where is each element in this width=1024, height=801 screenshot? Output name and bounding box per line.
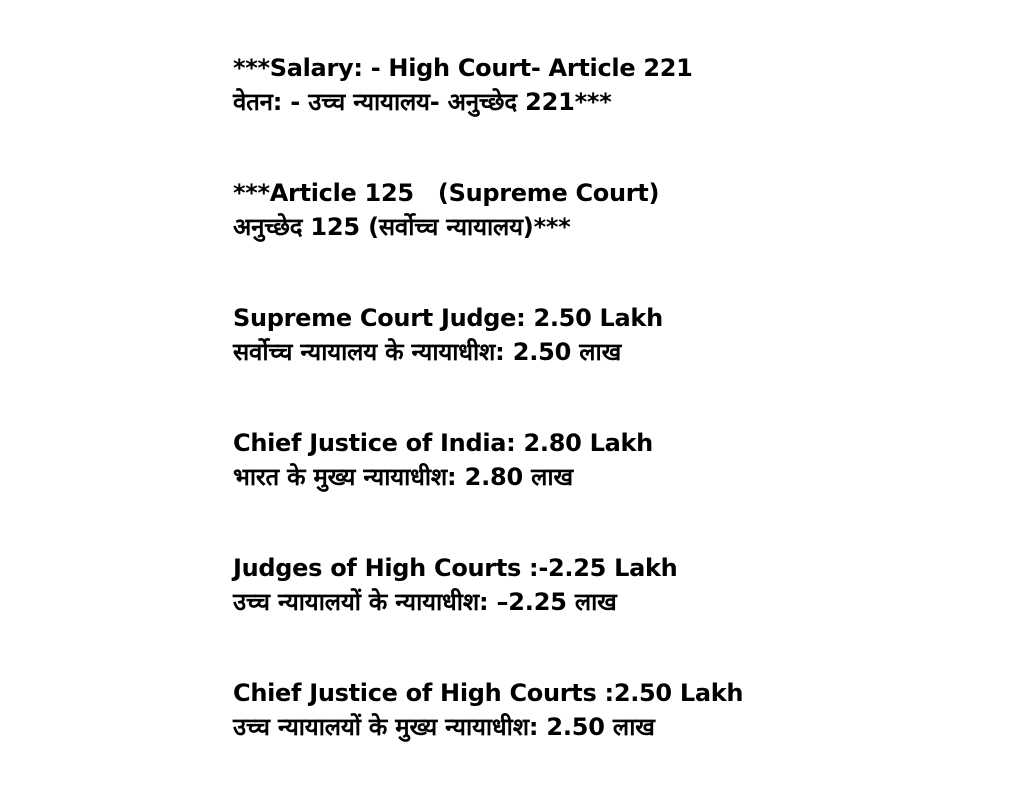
english-line: Judges of High Courts :-2.25 Lakh [233, 554, 678, 582]
high-court-judges-salary-block [233, 551, 993, 619]
english-line: Chief Justice of High Courts :2.50 Lakh [233, 679, 744, 707]
english-line: Chief Justice of India: 2.80 Lakh [233, 429, 653, 457]
hindi-heading: अनुच्छेद 125 (सर्वोच्च न्यायालय)*** [233, 213, 571, 241]
english-heading: ***Article 125 (Supreme Court) [233, 179, 660, 207]
salary-article-221-block [233, 51, 993, 119]
english-line: Supreme Court Judge: 2.50 Lakh [233, 304, 663, 332]
document-body [233, 51, 993, 801]
article-125-block [233, 176, 993, 244]
hindi-line: भारत के मुख्य न्यायाधीश: 2.80 लाख [233, 463, 573, 491]
chief-justice-of-india-salary-block [233, 426, 993, 494]
english-heading: ***Salary: - High Court- Article 221 [233, 54, 693, 82]
hindi-line: सर्वोच्च न्यायालय के न्यायाधीश: 2.50 लाख [233, 338, 622, 366]
hindi-line: उच्च न्यायालयों के न्यायाधीश: –2.25 लाख [233, 588, 617, 616]
high-court-chief-justice-salary-block [233, 676, 993, 744]
supreme-court-judge-salary-block [233, 301, 993, 369]
hindi-line: उच्च न्यायालयों के मुख्य न्यायाधीश: 2.50 लाख [233, 713, 655, 741]
hindi-heading: वेतन: - उच्च न्यायालय- अनुच्छेद 221*** [233, 88, 612, 116]
